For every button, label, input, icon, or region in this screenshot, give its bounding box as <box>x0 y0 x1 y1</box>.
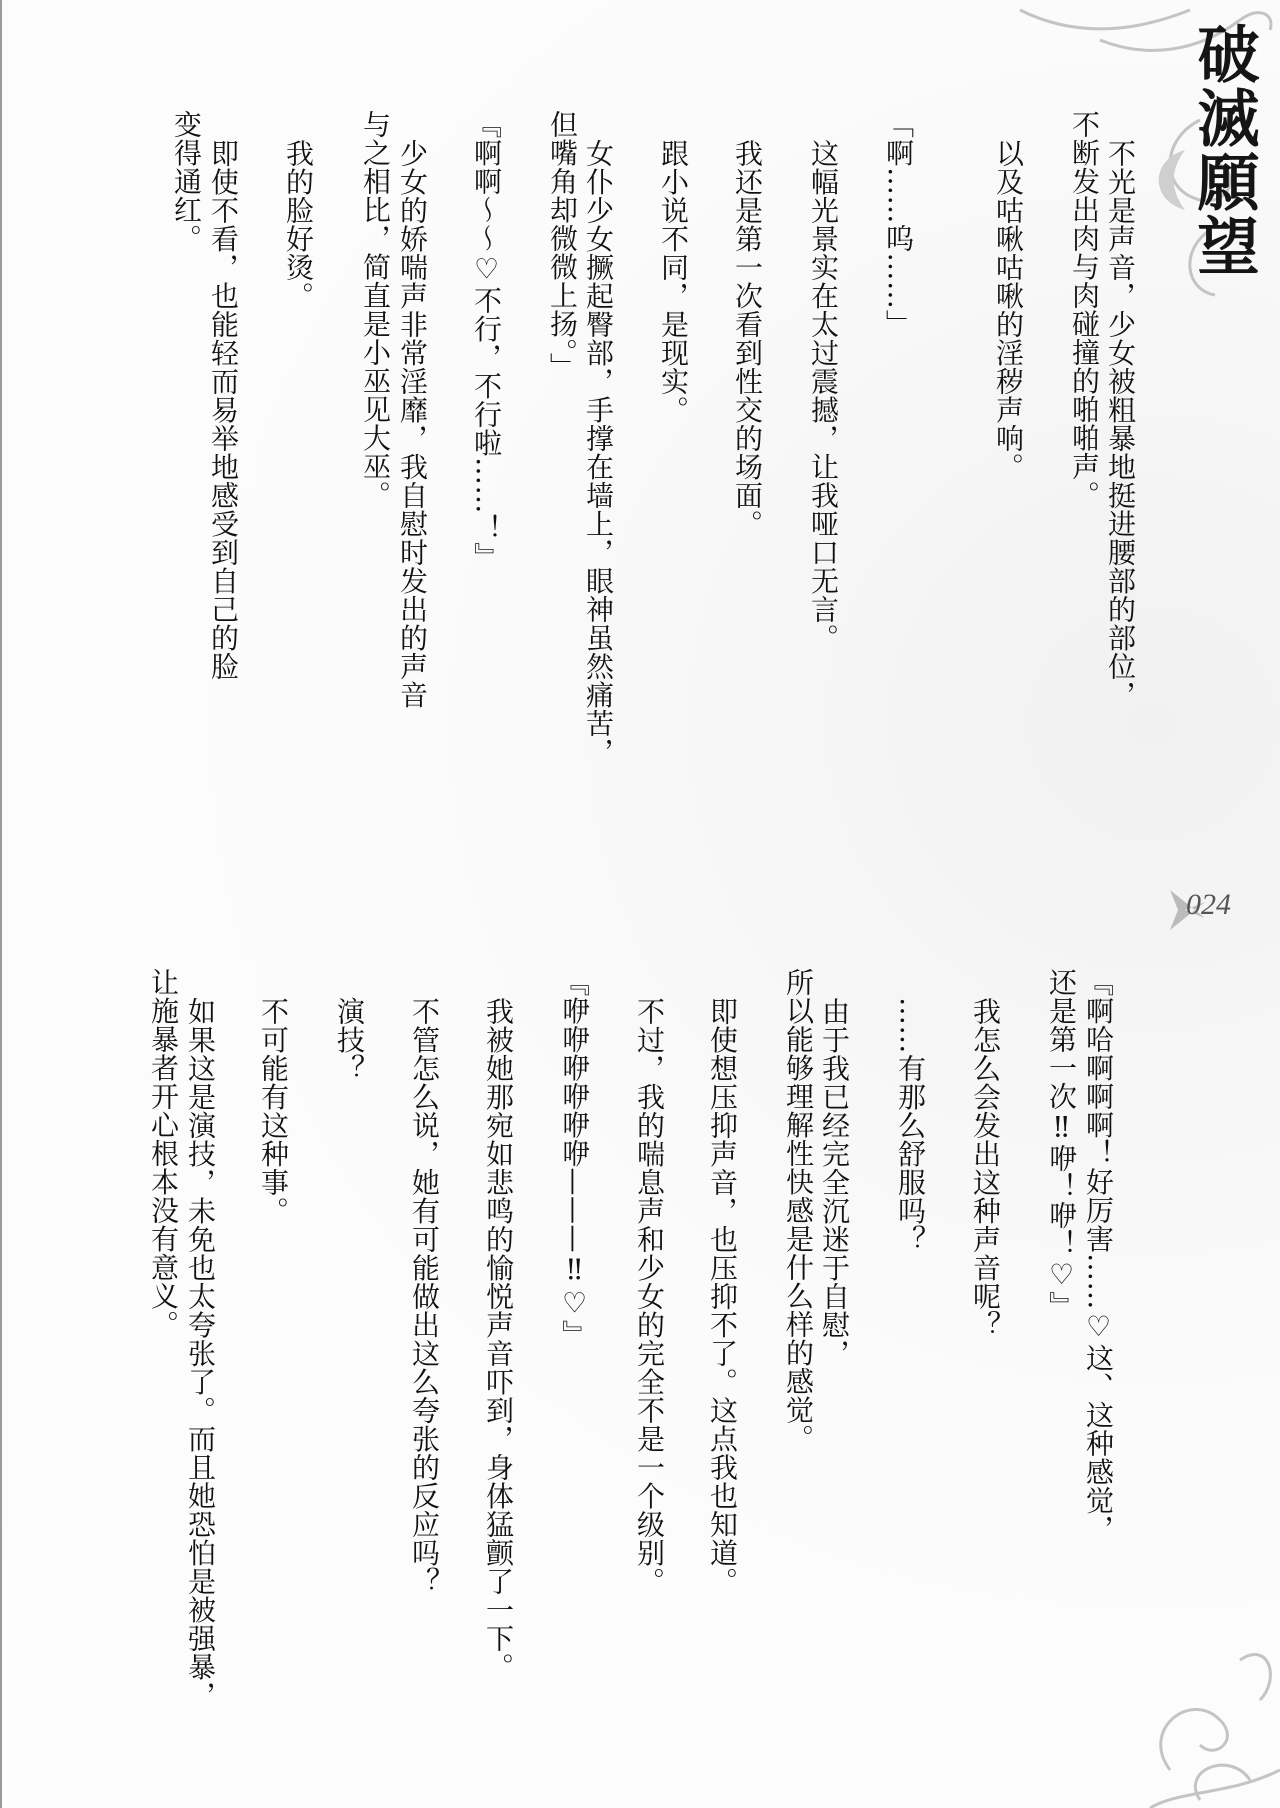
text-column: 不断发出肉与肉碰撞的啪啪声。 <box>1068 110 1101 509</box>
text-column: 『啊哈啊啊啊！好厉害……♡这、这种感觉， <box>1082 968 1115 1543</box>
text-column: 『咿咿咿咿咿咿———‼♡』 <box>558 968 591 1349</box>
text-column: 『啊啊～～♡不行，不行啦……！』 <box>470 110 503 571</box>
text-column: 不可能有这种事。 <box>257 997 290 1225</box>
book-title: 破滅願望 <box>1187 22 1260 278</box>
text-column: 我怎么会发出这种声音呢？ <box>969 997 1002 1339</box>
text-column: 不管怎么说，她有可能做出这么夸张的反应吗？ <box>408 997 441 1596</box>
text-column: ……有那么舒服吗？ <box>894 997 927 1254</box>
text-column: 不过，我的喘息声和少女的完全不是一个级别。 <box>633 997 666 1596</box>
text-column: 还是第一次‼咿！咿！♡』 <box>1045 968 1078 1320</box>
text-column: 少女的娇喘声非常淫靡，我自慰时发出的声音 <box>396 139 429 709</box>
text-column: 跟小说不同，是现实。 <box>657 139 690 424</box>
text-column: 变得通红。 <box>170 110 203 253</box>
text-column: 演技？ <box>333 997 366 1083</box>
text-column: 不光是声音，少女被粗暴地挺进腰部的部位， <box>1104 139 1137 709</box>
corner-ornament-bottom <box>1140 1620 1280 1808</box>
text-column: 我的脸好烫。 <box>282 139 315 310</box>
text-column: 「啊……呜……」 <box>882 110 915 338</box>
text-column: 即使不看，也能轻而易举地感受到自己的脸 <box>207 139 240 681</box>
text-column: 让施暴者开心根本没有意义。 <box>147 968 180 1339</box>
text-column: 女仆少女撅起臀部，手撑在墙上，眼神虽然痛苦， <box>582 139 615 766</box>
text-column: 所以能够理解性快感是什么样的感觉。 <box>782 968 815 1453</box>
page-edge-line <box>0 0 2 1808</box>
text-column: 我还是第一次看到性交的场面。 <box>731 139 764 538</box>
text-column: 我被她那宛如悲鸣的愉悦声音吓到，身体猛颤了一下。 <box>482 997 515 1681</box>
text-column: 以及咕啾咕啾的淫秽声响。 <box>992 139 1025 481</box>
text-column: 与之相比，简直是小巫见大巫。 <box>359 110 392 509</box>
text-column: 由于我已经完全沉迷于自慰， <box>818 997 851 1368</box>
text-column: 即使想压抑声音，也压抑不了。这点我也知道。 <box>706 997 739 1596</box>
text-column: 如果这是演技，未免也太夸张了。而且她恐怕是被强暴， <box>184 997 217 1710</box>
page-number: 024 <box>1186 888 1231 921</box>
text-column: 这幅光景实在太过震撼，让我哑口无言。 <box>807 139 840 652</box>
text-column: 但嘴角却微微上扬。」 <box>546 110 579 381</box>
